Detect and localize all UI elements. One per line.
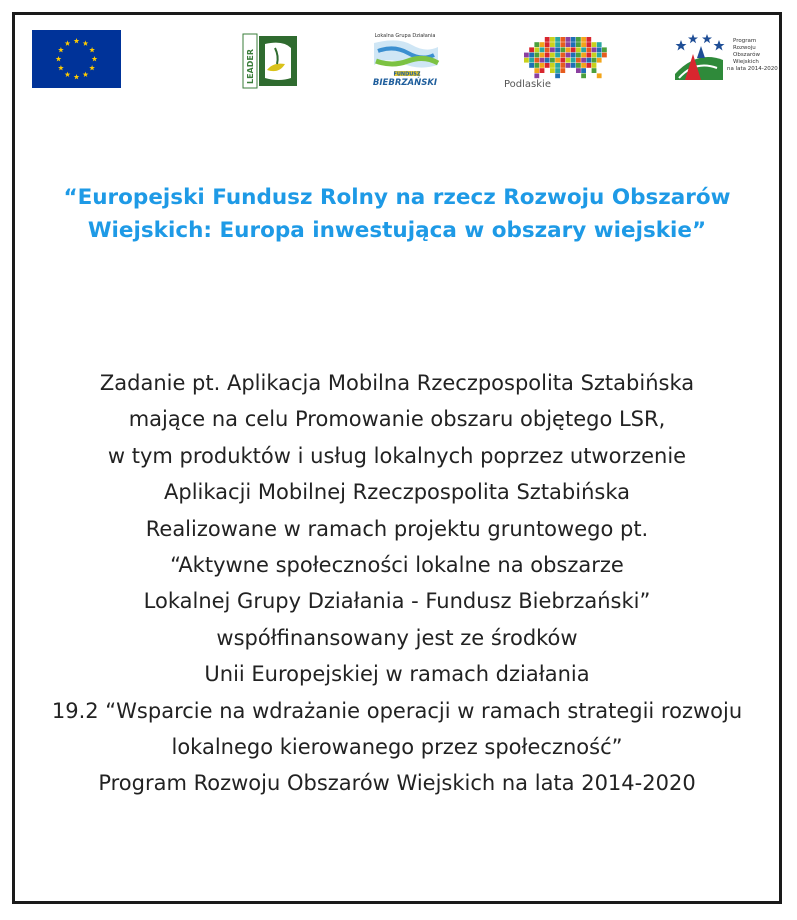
bison-mosaic-tile xyxy=(592,47,597,52)
bison-mosaic-tile xyxy=(592,53,597,58)
bison-mosaic-tile xyxy=(571,47,576,52)
bison-mosaic-tile xyxy=(597,73,602,78)
bison-mosaic-tile xyxy=(597,42,602,47)
bison-mosaic-tile xyxy=(560,47,565,52)
bison-mosaic-tile xyxy=(534,42,539,47)
bison-mosaic-tile xyxy=(571,42,576,47)
bison-mosaic-tile xyxy=(534,47,539,52)
lgd-fundusz-biebrzanski-logo xyxy=(368,31,443,91)
body-line-8: współfinansowany jest ze środków xyxy=(216,625,578,650)
prow-line-4: Wiejskich xyxy=(733,59,759,65)
bison-mosaic-tile xyxy=(571,63,576,68)
bison-mosaic-tile xyxy=(571,58,576,63)
bison-mosaic-tile xyxy=(566,53,571,58)
bison-mosaic-tile xyxy=(581,42,586,47)
bison-mosaic-tile xyxy=(586,47,591,52)
page-title xyxy=(15,181,779,247)
body-line-9: Unii Europejskiej w ramach działania xyxy=(204,662,590,687)
bison-mosaic-tile xyxy=(597,47,602,52)
bison-mosaic-tile xyxy=(540,58,545,63)
bison-mosaic-tile xyxy=(581,63,586,68)
bison-mosaic-tile xyxy=(581,73,586,78)
logo-bar xyxy=(15,15,779,95)
bison-mosaic-tile xyxy=(586,53,591,58)
body-line-10: 19.2 “Wsparcie na wdrażanie operacji w ramach strategii rozwoju xyxy=(51,698,743,723)
prow-line-3: Obszarów xyxy=(733,52,760,58)
bison-mosaic-tile xyxy=(560,37,565,42)
bison-mosaic-tile xyxy=(566,63,571,68)
bison-mosaic-tile xyxy=(576,68,581,73)
podlaskie-text: Podlaskie xyxy=(504,79,551,90)
body-line-2: mające na celu Promowanie obszaru objętego LSR, xyxy=(128,407,666,432)
bison-mosaic-tile xyxy=(550,53,555,58)
bison-mosaic-tile xyxy=(566,47,571,52)
lgd-caption: Lokalna Grupa Działania xyxy=(374,33,436,39)
eu-flag-logo xyxy=(32,30,121,88)
body-line-5: Realizowane w ramach projektu gruntowego pt. xyxy=(145,516,649,541)
bison-mosaic-tile xyxy=(581,47,586,52)
prow-line-1: Program xyxy=(733,38,757,44)
podlaskie-logo xyxy=(504,35,608,91)
bison-mosaic-tile xyxy=(524,53,529,58)
prow-logo xyxy=(667,30,778,90)
bison-mosaic-tile xyxy=(566,58,571,63)
bison-mosaic-tile xyxy=(555,47,560,52)
bison-mosaic-tile xyxy=(550,63,555,68)
bison-mosaic-tile xyxy=(597,58,602,63)
body-line-3: w tym produktów i usług lokalnych poprzez utworzenie xyxy=(107,443,687,468)
bison-mosaic-tile xyxy=(529,58,534,63)
bison-mosaic-tile xyxy=(586,63,591,68)
bison-mosaic-tile xyxy=(524,58,529,63)
bison-mosaic-tile xyxy=(534,73,539,78)
bison-mosaic-tile xyxy=(540,68,545,73)
bison-mosaic-tile xyxy=(602,47,607,52)
bison-mosaic-tile xyxy=(586,37,591,42)
bison-mosaic-tile xyxy=(576,63,581,68)
bison-mosaic-tile xyxy=(586,42,591,47)
bison-mosaic-tile xyxy=(571,37,576,42)
prow-line-2: Rozwoju xyxy=(733,45,756,51)
bison-mosaic-tile xyxy=(592,58,597,63)
body-line-4: Aplikacji Mobilnej Rzeczpospolita Sztabińska xyxy=(164,480,630,505)
bison-mosaic-tile xyxy=(545,53,550,58)
bison-mosaic-tile xyxy=(550,37,555,42)
bison-mosaic-tile xyxy=(576,37,581,42)
bison-mosaic-tile xyxy=(576,42,581,47)
bison-mosaic-tile xyxy=(540,53,545,58)
bison-mosaic-tile xyxy=(576,53,581,58)
bison-mosaic-tile xyxy=(586,58,591,63)
bison-mosaic-tile xyxy=(540,47,545,52)
project-description xyxy=(15,365,779,802)
bison-mosaic-tile xyxy=(581,37,586,42)
body-line-11: lokalnego kierowanego przez społeczność” xyxy=(171,735,623,760)
bison-mosaic-tile xyxy=(534,63,539,68)
bison-mosaic-tile xyxy=(566,37,571,42)
bison-mosaic-tile xyxy=(555,73,560,78)
bison-mosaic-tile xyxy=(550,42,555,47)
bison-mosaic-tile xyxy=(550,58,555,63)
bison-mosaic-tile xyxy=(529,47,534,52)
bison-mosaic-tile xyxy=(529,53,534,58)
bison-mosaic-tile xyxy=(545,58,550,63)
body-line-6: “Aktywne społeczności lokalne na obszarze xyxy=(170,553,624,578)
document-frame xyxy=(12,12,782,904)
title-line-1: “Europejski Fundusz Rolny na rzecz Rozwoju Obszarów xyxy=(63,185,731,210)
bison-mosaic-tile xyxy=(555,63,560,68)
bison-mosaic-tile xyxy=(571,53,576,58)
bison-mosaic-tile xyxy=(545,42,550,47)
body-line-7: Lokalnej Grupy Działania - Fundusz Biebrzański” xyxy=(143,589,651,614)
body-line-12: Program Rozwoju Obszarów Wiejskich na lata 2014-2020 xyxy=(98,771,696,796)
bison-mosaic-tile xyxy=(550,47,555,52)
bison-mosaic-tile xyxy=(560,68,565,73)
bison-mosaic-tile xyxy=(534,68,539,73)
body-line-1: Zadanie pt. Aplikacja Mobilna Rzeczpospolita Sztabińska xyxy=(99,371,695,395)
bison-mosaic-tile xyxy=(529,63,534,68)
bison-mosaic-tile xyxy=(545,37,550,42)
lgd-name-top: FUNDUSZ xyxy=(393,71,421,78)
bison-mosaic-tile xyxy=(560,63,565,68)
bison-mosaic-tile xyxy=(576,58,581,63)
bison-mosaic-tile xyxy=(560,42,565,47)
bison-mosaic-tile xyxy=(576,47,581,52)
bison-mosaic-tile xyxy=(602,53,607,58)
bison-mosaic-tile xyxy=(581,53,586,58)
bison-mosaic-tile xyxy=(540,63,545,68)
bison-mosaic-tile xyxy=(555,53,560,58)
bison-mosaic-tile xyxy=(581,68,586,73)
bison-mosaic-tile xyxy=(555,37,560,42)
prow-line-5: na lata 2014-2020 xyxy=(727,66,778,72)
bison-mosaic-tile xyxy=(581,58,586,63)
lgd-name-bottom: BIEBRZAŃSKI xyxy=(372,78,438,88)
title-line-2: Wiejskich: Europa inwestująca w obszary wiejskie” xyxy=(87,218,707,243)
bison-mosaic-tile xyxy=(597,53,602,58)
bison-mosaic-tile xyxy=(550,68,555,73)
bison-mosaic-tile xyxy=(560,53,565,58)
bison-mosaic-tile xyxy=(534,53,539,58)
bison-mosaic-tile xyxy=(545,63,550,68)
bison-mosaic-tile xyxy=(534,58,539,63)
leader-logo xyxy=(243,34,299,88)
bison-mosaic-tile xyxy=(592,68,597,73)
bison-mosaic-tile xyxy=(560,58,565,63)
bison-mosaic-tile xyxy=(566,42,571,47)
bison-mosaic-tile xyxy=(540,42,545,47)
bison-mosaic-tile xyxy=(592,63,597,68)
bison-mosaic-tile xyxy=(555,42,560,47)
leader-logo-text: LEADER xyxy=(246,48,255,84)
bison-mosaic-tile xyxy=(592,42,597,47)
bison-mosaic-tile xyxy=(555,68,560,73)
bison-mosaic-tile xyxy=(545,47,550,52)
bison-mosaic-tile xyxy=(555,58,560,63)
